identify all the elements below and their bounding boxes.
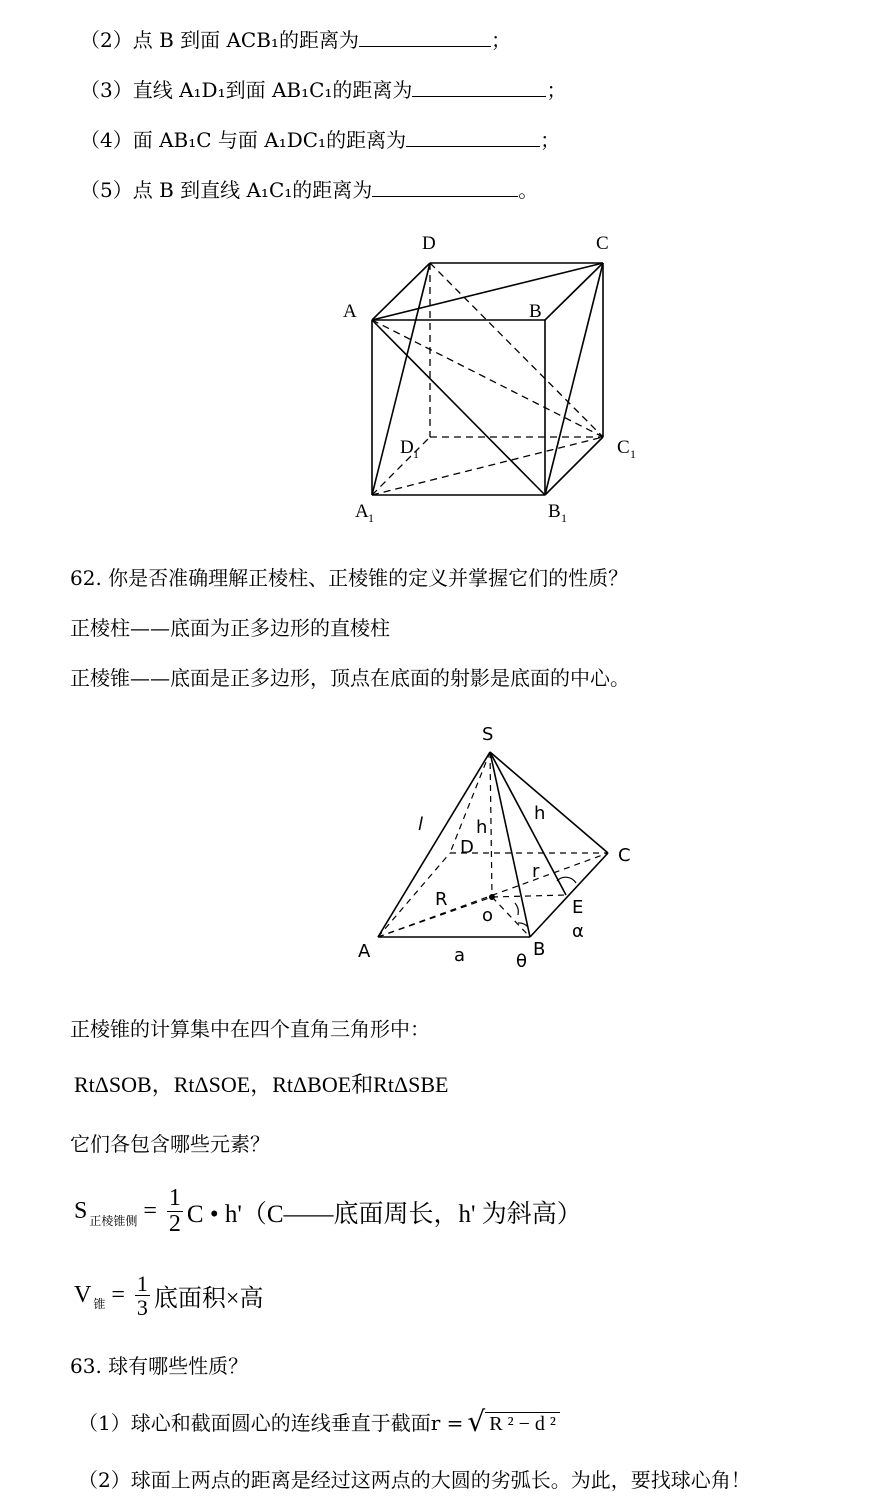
edge-b1c1 [545, 437, 603, 495]
label-e: E [572, 897, 584, 918]
sphere-property-1 [78, 1407, 560, 1436]
question-4-end: ； [540, 128, 561, 152]
section-62-title: 62. 你是否准确理解正棱柱、正棱锥的定义并掌握它们的性质？ [70, 566, 629, 590]
edge-ad [372, 263, 430, 320]
formula-s-subscript: 正棱锥侧 [89, 1214, 138, 1229]
right-triangles: RtΔSOB，RtΔSOE，RtΔBOE和RtΔSBE [74, 1072, 449, 1097]
diag-b1c [545, 263, 603, 495]
fraction-one-third [135, 1272, 150, 1319]
label-o: o [482, 905, 494, 926]
label-a1: A [355, 501, 369, 522]
label-a: A [343, 301, 357, 322]
calc-intro: 正棱锥的计算集中在四个直角三角形中： [70, 1017, 430, 1041]
label-h: h [476, 817, 488, 838]
label-c1-sub: 1 [630, 447, 636, 461]
question-4-text: （4）面 AB₁C 与面 A₁DC₁的距离为 [80, 128, 407, 152]
angle-arc-o [515, 903, 518, 915]
label-c: C [596, 233, 609, 254]
fraction-numerator: 1 [136, 1271, 148, 1296]
volume-formula [74, 1272, 263, 1319]
label-b: B [529, 301, 542, 322]
label-a1-sub: 1 [368, 511, 374, 525]
formula-s: S [74, 1198, 88, 1225]
pyramid-diagram [350, 715, 650, 980]
question-3-end: ； [546, 78, 567, 102]
segment-oe [492, 895, 566, 897]
diag-ac [372, 263, 603, 320]
formula-v-rhs: 底面积×高 [153, 1286, 264, 1313]
diag-ac1 [372, 320, 603, 437]
question-5-end: 。 [518, 178, 539, 202]
sphere-property-2: （2）球面上两点的距离是经过这两点的大圆的劣弧长。为此，要找球心角！ [78, 1468, 751, 1492]
label-h-slant: h [534, 803, 546, 824]
label-radius: R [435, 889, 448, 910]
edge-sb [490, 752, 530, 937]
answer-blank [372, 178, 518, 197]
prism-definition: 正棱柱——底面为正多边形的直棱柱 [70, 616, 390, 640]
label-b: B [533, 939, 546, 960]
question-3-text: （3）直线 A₁D₁到面 AB₁C₁的距离为 [80, 78, 413, 102]
height-so [490, 752, 492, 897]
edge-se [490, 752, 566, 895]
edge-sc [490, 752, 608, 853]
formula-v-equals: = [111, 1282, 125, 1309]
label-l: l [418, 814, 424, 835]
fraction-numerator: 1 [168, 1185, 181, 1211]
sqrt-expression: R ² − d ² [485, 1412, 560, 1436]
answer-blank [412, 78, 546, 97]
label-theta: θ [516, 951, 528, 972]
fraction-denominator: 2 [168, 1211, 181, 1238]
edge-bc [545, 263, 603, 320]
question-5-text: （5）点 B 到直线 A₁C₁的距离为 [80, 178, 373, 202]
label-d: D [460, 837, 474, 858]
fraction-one-half [167, 1186, 183, 1237]
label-b1: B [548, 501, 561, 522]
question-2-end: ； [490, 28, 511, 52]
label-c: C [618, 845, 631, 866]
answer-blank [406, 128, 540, 147]
cube-diagram [330, 225, 650, 535]
formula-s-equals: = [143, 1198, 157, 1225]
segment-ob [492, 897, 530, 937]
fraction-denominator: 3 [136, 1295, 148, 1321]
pyramid-definition: 正棱锥——底面是正多边形，顶点在底面的射影是底面的中心。 [70, 666, 630, 690]
formula-v-subscript: 锥 [93, 1297, 106, 1312]
label-alpha: α [572, 921, 584, 942]
sqrt-sign: √ [467, 1405, 486, 1438]
lateral-area-formula [74, 1186, 582, 1237]
property-1-text: （1）球心和截面圆心的连线垂直于截面r = [78, 1411, 464, 1435]
label-a: A [358, 941, 371, 962]
edge-bc [530, 853, 608, 937]
formula-s-rhs: C • h'（C——底面周长，h' 为斜高） [186, 1200, 582, 1228]
label-d: D [422, 233, 436, 254]
section-63-title: 63. 球有哪些性质？ [70, 1354, 249, 1378]
calc-question: 它们各包含哪些元素？ [70, 1132, 270, 1156]
question-2 [80, 24, 511, 53]
question-5 [80, 174, 538, 203]
label-c1: C [617, 437, 630, 458]
center-o [489, 894, 495, 900]
question-2-text: （2）点 B 到面 ACB₁的距离为 [80, 28, 359, 52]
answer-blank [359, 28, 491, 47]
label-b1-sub: 1 [561, 511, 567, 525]
formula-v: V [74, 1282, 92, 1309]
label-side-a: a [454, 945, 466, 966]
label-s: S [482, 724, 494, 745]
label-d1-sub: 1 [413, 447, 419, 461]
label-d1: D [400, 437, 414, 458]
question-3 [80, 74, 566, 103]
label-r: r [532, 861, 540, 882]
diag-a1d [372, 263, 430, 495]
question-4 [80, 124, 560, 153]
